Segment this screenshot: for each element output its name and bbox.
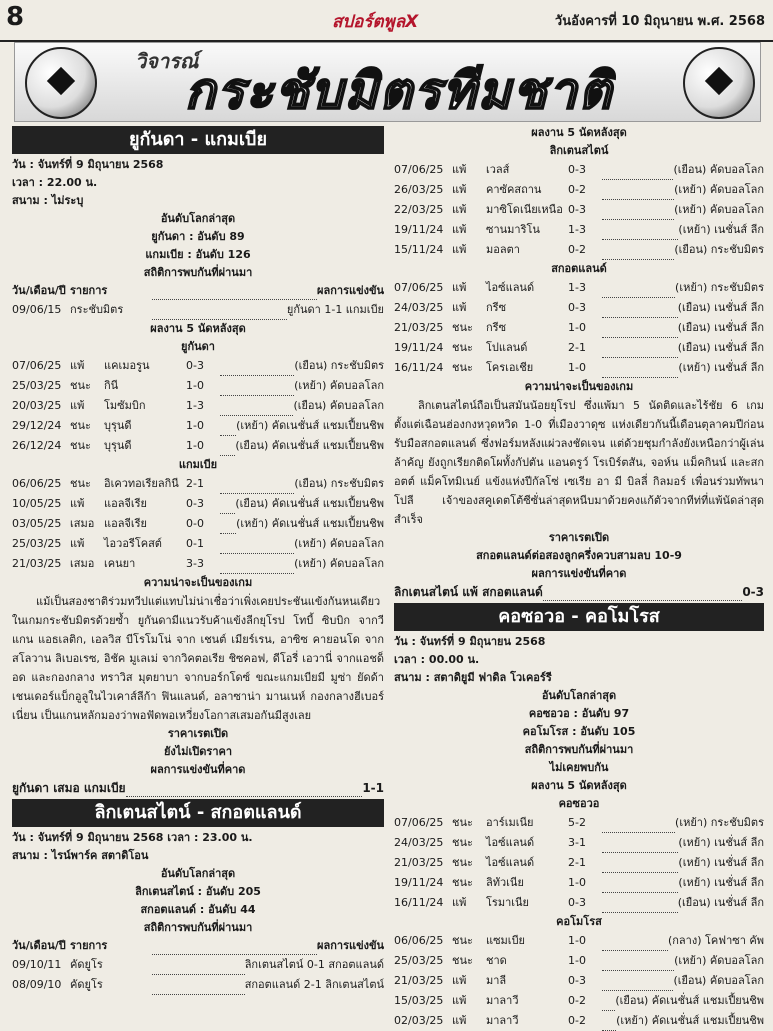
dot-leader xyxy=(152,975,245,995)
match-venue: (เยือน) คัดเนชั่นส์ แชมเปี้ยนชิพ xyxy=(235,439,384,452)
match-venue: (เยือน) คัดบอลโลก xyxy=(673,974,764,987)
dot-leader xyxy=(152,937,317,955)
dot-leader xyxy=(602,893,678,913)
match-venue: (เหย้า) คัดเนชั่นส์ แชมเปี้ยนชิพ xyxy=(616,1014,764,1027)
match-venue: (เยือน) คัดเนชั่นส์ แชมเปี้ยนชิพ xyxy=(615,994,764,1007)
page-header xyxy=(0,0,773,42)
match-date: 15/03/25 xyxy=(394,994,444,1007)
match-result: แพ้ xyxy=(452,243,467,256)
match-result: ชนะ xyxy=(452,836,473,849)
match-result: ชนะ xyxy=(70,477,91,490)
opponent: มาซิโดเนียเหนือ xyxy=(486,203,563,216)
match-score: 1-0 xyxy=(186,419,204,432)
match-venue: (เหย้า) คัดเนชั่นส์ แชมเปี้ยนชิพ xyxy=(236,419,384,432)
match-result: แพ้ xyxy=(452,994,467,1007)
opponent: แอลจีเรีย xyxy=(104,517,147,530)
opponent: ไอซ์แลนด์ xyxy=(486,836,535,849)
match-date: 19/11/24 xyxy=(394,223,444,236)
match-result: แพ้ xyxy=(70,537,85,550)
issue-date: วันอังคารที่ 10 มิถุนายน พ.ศ. 2568 xyxy=(554,14,765,29)
opponent: แอลจีเรีย xyxy=(104,497,147,510)
odds-heading: ราคาเรตเปิด xyxy=(548,531,610,544)
form-row xyxy=(394,240,764,260)
dot-leader xyxy=(602,873,678,893)
form-heading: ผลงาน 5 นัดหลังสุด xyxy=(531,779,627,792)
match-date: 19/11/24 xyxy=(394,876,444,889)
match-result: แพ้ xyxy=(70,359,85,372)
match-date: 26/12/24 xyxy=(12,439,62,452)
match-date: 20/03/25 xyxy=(12,399,62,412)
opponent: ไอซ์แลนด์ xyxy=(486,856,535,869)
rank-heading: อันดับโลกล่าสุด xyxy=(160,212,236,225)
match-score: 0-0 xyxy=(186,517,204,530)
match-result: แพ้ xyxy=(452,974,467,987)
match-score: 0-3 xyxy=(568,896,586,909)
form-team-name: ลิกเตนสไตน์ xyxy=(549,144,609,157)
rank-team1: ยูกันดา : อันดับ 89 xyxy=(151,230,245,243)
match-date: 16/11/24 xyxy=(394,896,444,909)
match-venue: (เหย้า) คัดบอลโลก xyxy=(674,183,764,196)
match-venue: (เหย้า) เนชั่นส์ ลีก xyxy=(678,223,764,236)
rank-team2: คอโมโรส : อันดับ 105 xyxy=(522,725,636,738)
dot-leader xyxy=(602,358,678,378)
h2h-heading: สถิติการพบกันที่ผ่านมา xyxy=(143,921,253,934)
form-row xyxy=(394,298,764,318)
match-date: 24/03/25 xyxy=(394,836,444,849)
banner-subtitle: วิจารณ์ xyxy=(135,49,199,73)
match-venue: (เยือน) คัดบอลโลก xyxy=(293,399,384,412)
section-banner xyxy=(14,42,761,122)
match-date: 19/11/24 xyxy=(394,341,444,354)
match-score: 3-3 xyxy=(186,557,204,570)
match-result: เสมอ xyxy=(70,557,95,570)
match-date: 15/11/24 xyxy=(394,243,444,256)
match-score: 2-1 xyxy=(568,856,586,869)
match-title-kosovo-comoros: คอซอวอ - คอโมโรส xyxy=(394,603,764,631)
form-team-name: สกอตแลนด์ xyxy=(551,262,607,275)
dot-leader xyxy=(602,951,674,971)
match-venue: (เหย้า) เนชั่นส์ ลีก xyxy=(678,361,764,374)
form-row xyxy=(12,436,384,456)
match-venue: (เยือน) เนชั่นส์ ลีก xyxy=(677,321,764,334)
rank-heading: อันดับโลกล่าสุด xyxy=(160,867,236,880)
dot-leader xyxy=(152,282,317,300)
match-score: 2-1 xyxy=(186,477,204,490)
dot-leader xyxy=(126,779,363,797)
prediction-score: 1-1 xyxy=(362,781,384,795)
opponent: เวลส์ xyxy=(486,163,510,176)
opponent: กรีซ xyxy=(486,301,507,314)
rank-team2: แกมเบีย : อันดับ 126 xyxy=(145,248,251,261)
form-row xyxy=(12,416,384,436)
match-time-line: เวลา : 00.00 น. xyxy=(394,653,480,666)
form-row xyxy=(12,474,384,494)
probability-text: ลิกเตนสไตน์ถือเป็นสมันน้อยยุโรป ซึ่งแพ้มา 5 นัดติดและไร้ชัย 6 เกมตั้งแต่เฉือนฮ่องกงหวุดหวิด 1-0 ที่เมืองวาดุซ แห่งเดียวกันนี้เดือนตุลาคมปีก่อนรับมือสกอตแลนด์ ซึ่งฟอร์มหลังแผ่วลงชัดเจน แต่ด้วยชุมกำลังยังเหนือกว่าผู้เล่นล้าค้ญ ยังถูกเรียกติดโผทั้งกัปตัน แอนดรูว์ โรเบิร์ตสัน, จอห์น แม็คกินน์ และสกอตต์ แม็คโทมิเนย์ แข้งแห่งปีกัลโซ่ เซเรีย อา มี บิลลี่ กิลมอร์ เพื่อนร่วมทัพนาโปลี เจ้าของสคูเดตโต้ซีซั่นล่าสุดหนีบมาด้วยคงแก้ตัวจากทีท่ที่แพ้นัดล่าสุดสำเร็จ xyxy=(394,399,764,526)
match-venue: (เหย้า) คัดบอลโลก xyxy=(294,537,384,550)
match-score: 0-3 xyxy=(568,203,586,216)
dot-leader xyxy=(220,474,294,494)
opponent: ชาด xyxy=(486,954,507,967)
match-date-line: วัน : จันทร์ที่ 9 มิถุนายน 2568 เวลา : 23.00 น. xyxy=(12,831,253,844)
rank-team1: ลิกเตนสไตน์ : อันดับ 205 xyxy=(135,885,261,898)
dot-leader xyxy=(602,931,668,951)
match-date: 21/03/25 xyxy=(394,974,444,987)
opponent: โปแลนด์ xyxy=(486,341,528,354)
match-score: 0-2 xyxy=(568,183,586,196)
form-row xyxy=(394,893,764,913)
form-row xyxy=(394,833,764,853)
match-venue: (เยือน) คัดเนชั่นส์ แชมเปี้ยนชิพ xyxy=(235,497,384,510)
match-date: 07/06/25 xyxy=(12,359,62,372)
match-venue: (เยือน) เนชั่นส์ ลีก xyxy=(677,301,764,314)
dot-leader xyxy=(602,240,674,260)
form-row xyxy=(394,180,764,200)
dot-leader xyxy=(602,278,675,298)
dot-leader xyxy=(602,991,615,1011)
match-venue: (เยือน) กระชับมิตร xyxy=(674,243,764,256)
match-date: 25/03/25 xyxy=(394,954,444,967)
form-heading: ผลงาน 5 นัดหลังสุด xyxy=(150,322,246,335)
dot-leader xyxy=(220,356,294,376)
match-venue: (เหย้า) เนชั่นส์ ลีก xyxy=(678,876,764,889)
dot-leader xyxy=(602,971,673,991)
dot-leader xyxy=(602,1011,616,1031)
form-row xyxy=(394,358,764,378)
h2h-col-result: ผลการแข่งขัน xyxy=(317,939,384,952)
rank-heading: อันดับโลกล่าสุด xyxy=(541,689,617,702)
match-score: 1-0 xyxy=(186,439,204,452)
opponent: บุรุนดี xyxy=(104,439,132,452)
match-result: ชนะ xyxy=(70,439,91,452)
dot-leader xyxy=(220,396,293,416)
dot-leader xyxy=(602,200,674,220)
h2h-heading: สถิติการพบกันที่ผ่านมา xyxy=(143,266,253,279)
opponent: คาซัคสถาน xyxy=(486,183,542,196)
page-number: 8 xyxy=(6,2,25,32)
dot-leader xyxy=(152,300,287,320)
form-row xyxy=(394,971,764,991)
opponent: บุรุนดี xyxy=(104,419,132,432)
match-score: 1-3 xyxy=(186,399,204,412)
opponent: กินี xyxy=(104,379,119,392)
form-row xyxy=(394,200,764,220)
match-result: แพ้ xyxy=(452,203,467,216)
form-row xyxy=(394,991,764,1011)
form-row xyxy=(394,951,764,971)
opponent: มอลตา xyxy=(486,243,520,256)
dot-leader xyxy=(602,180,674,200)
form-row xyxy=(12,534,384,554)
form-row xyxy=(12,376,384,396)
probability-heading: ความน่าจะเป็นของเกม xyxy=(143,576,253,589)
dot-leader xyxy=(602,833,678,853)
match-date: 02/03/25 xyxy=(394,1014,444,1027)
match-result: แพ้ xyxy=(452,163,467,176)
opponent: อิเควทอเรียลกินี xyxy=(104,477,179,490)
match-result: ชนะ xyxy=(452,361,473,374)
form-team-name: ยูกันดา xyxy=(181,340,215,353)
match-score: 1-3 xyxy=(568,281,586,294)
match-date: 25/03/25 xyxy=(12,537,62,550)
match-date: 10/05/25 xyxy=(12,497,62,510)
h2h-competition: คัดยูโร xyxy=(70,978,103,991)
match-score: 0-3 xyxy=(568,974,586,987)
form-team-name: คอโมโรส xyxy=(556,915,602,928)
match-score: 0-2 xyxy=(568,1014,586,1027)
form-row xyxy=(394,1011,764,1031)
match-score: 0-2 xyxy=(568,994,586,1007)
dot-leader xyxy=(220,534,294,554)
form-heading: ผลงาน 5 นัดหลังสุด xyxy=(531,126,627,139)
match-score: 0-3 xyxy=(568,163,586,176)
match-result: แพ้ xyxy=(70,399,85,412)
h2h-result: สกอตแลนด์ 2-1 ลิกเตนสไตน์ xyxy=(244,978,384,991)
brand-name: สปอร์ตพูล xyxy=(332,12,406,32)
match-venue: (เหย้า) คัดบอลโลก xyxy=(674,203,764,216)
opponent: มาลาวี xyxy=(486,1014,519,1027)
form-row xyxy=(394,873,764,893)
form-row xyxy=(394,220,764,240)
h2h-date: 08/09/10 xyxy=(12,978,62,991)
h2h-col-date: วัน/เดือน/ปี xyxy=(12,284,66,297)
probability-heading: ความน่าจะเป็นของเกม xyxy=(524,380,634,393)
opponent: มาลี xyxy=(486,974,507,987)
h2h-row xyxy=(12,975,384,995)
match-result: แพ้ xyxy=(70,497,85,510)
match-score: 2-1 xyxy=(568,341,586,354)
rank-team1: คอซอวอ : อันดับ 97 xyxy=(528,707,630,720)
h2h-col-result: ผลการแข่งขัน xyxy=(317,284,384,297)
match-date: 22/03/25 xyxy=(394,203,444,216)
dot-leader xyxy=(220,416,236,436)
match-title-liechtenstein-scotland: ลิกเตนสไตน์ - สกอตแลนด์ xyxy=(12,799,384,827)
probability-text: แม้เป็นสองชาติร่วมทวีปแต่แทบไม่น่าเชื่อว่าเพิ่งเคยประชันแข้งกันหนเดียวในเกมกระชับมิตรด้วยซ้ำ ยูกันดามีแนวรับค้าแข้งลีกยุโรป โทบี้ ซิบบิก จากวีแกน แอธเลติก, เอลวิส บีโรโมโน่ จาก เชนต์ เมียร์เรน, อาซิซ คายอนโด จากสโลวาน ลิเบอเรซ, อิชัค มูเลเม่ จากวิคตอเรีย ชิซคอฟ, ดีโอรี่ เอวานี่ จากแอชด็อด และกองกลาง ทราวิส มุตยาบา จากบอร์กโดซ์ ขณะแกมเบียมี มูซ่า ยัดด้า เชนเดอร์แบ็กอูลูในไวเคาส์ลีก้า ฟินแลนด์, อลาซาน่า มานเนห์ กองกลางฮีเบอร์เนี่ยน เป็นแกนหลักมองว่าพอฟัดพอเหวี่ยงโอกาสเสมอกันมีสูงเลย xyxy=(12,595,384,722)
match-result: ชนะ xyxy=(70,419,91,432)
h2h-heading: สถิติการพบกันที่ผ่านมา xyxy=(524,743,634,756)
match-result: แพ้ xyxy=(452,223,467,236)
match-score: 0-2 xyxy=(568,243,586,256)
match-date: 29/12/24 xyxy=(12,419,62,432)
h2h-header xyxy=(12,282,384,300)
h2h-competition: กระชับมิตร xyxy=(70,303,124,316)
match-venue: (เหย้า) คัดบอลโลก xyxy=(294,557,384,570)
banner-title: กระชับมิตรทีมชาติ xyxy=(184,62,614,120)
brand-x: X xyxy=(405,12,419,32)
match-venue: (เหย้า) เนชั่นส์ ลีก xyxy=(678,856,764,869)
match-venue: (เยือน) เนชั่นส์ ลีก xyxy=(677,896,764,909)
form-row xyxy=(12,494,384,514)
match-result: ชนะ xyxy=(452,934,473,947)
match-date: 07/06/25 xyxy=(394,163,444,176)
venue-line: สนาม : ไม่ระบุ xyxy=(12,194,84,207)
opponent: โมซัมบิก xyxy=(104,399,146,412)
prediction xyxy=(394,583,764,601)
match-date: 07/06/25 xyxy=(394,816,444,829)
match-venue: (เยือน) คัดบอลโลก xyxy=(673,163,764,176)
opponent: ซานมาริโน xyxy=(486,223,540,236)
h2h-none: ไม่เคยพบกัน xyxy=(549,761,609,774)
form-team-name: คอซอวอ xyxy=(558,797,600,810)
match-venue: (เหย้า) กระชับมิตร xyxy=(675,281,764,294)
odds-text: สกอตแลนด์ต่อสองลูกครึ่งควบสามลบ 10-9 xyxy=(476,549,682,562)
match-score: 1-0 xyxy=(568,361,586,374)
opponent: เคนยา xyxy=(104,557,136,570)
match-score: 5-2 xyxy=(568,816,586,829)
match-venue: (เหย้า) คัดบอลโลก xyxy=(294,379,384,392)
match-result: ชนะ xyxy=(452,954,473,967)
opponent: ไอวอรีโคสต์ xyxy=(104,537,162,550)
h2h-result: ยูกันดา 1-1 แกมเบีย xyxy=(286,303,384,316)
opponent: กรีซ xyxy=(486,321,507,334)
form-row xyxy=(394,931,764,951)
match-score: 0-3 xyxy=(568,301,586,314)
dot-leader xyxy=(602,338,678,358)
h2h-date: 09/10/11 xyxy=(12,958,62,971)
match-time-line: เวลา : 22.00 น. xyxy=(12,176,98,189)
match-score: 1-3 xyxy=(568,223,586,236)
h2h-date: 09/06/15 xyxy=(12,303,62,316)
dot-leader xyxy=(602,318,678,338)
h2h-row xyxy=(12,300,384,320)
match-score: 1-0 xyxy=(186,379,204,392)
match-date: 21/03/25 xyxy=(394,321,444,334)
form-team-name: แกมเบีย xyxy=(178,458,218,471)
brand-logo xyxy=(332,8,418,35)
opponent: ไอซ์แลนด์ xyxy=(486,281,535,294)
match-date: 21/03/25 xyxy=(394,856,444,869)
left-column xyxy=(12,124,384,995)
match-title-uganda-gambia: ยูกันดา - แกมเบีย xyxy=(12,126,384,154)
match-score: 3-1 xyxy=(568,836,586,849)
match-venue: (เหย้า) คัดบอลโลก xyxy=(674,954,764,967)
match-score: 1-0 xyxy=(568,321,586,334)
form-row xyxy=(12,356,384,376)
form-row xyxy=(12,396,384,416)
form-row xyxy=(394,853,764,873)
match-score: 1-0 xyxy=(568,876,586,889)
form-row xyxy=(394,318,764,338)
match-result: แพ้ xyxy=(452,281,467,294)
opponent: อาร์เมเนีย xyxy=(486,816,534,829)
opponent: ลิทัวเนีย xyxy=(486,876,524,889)
match-venue: (เหย้า) คัดเนชั่นส์ แชมเปี้ยนชิพ xyxy=(236,517,384,530)
match-venue: (กลาง) โคฟาซา คัพ xyxy=(667,934,764,947)
match-score: 0-3 xyxy=(186,359,204,372)
match-date: 25/03/25 xyxy=(12,379,62,392)
match-result: แพ้ xyxy=(452,896,467,909)
rank-team2: สกอตแลนด์ : อันดับ 44 xyxy=(140,903,256,916)
match-result: แพ้ xyxy=(452,1014,467,1027)
match-date: 16/11/24 xyxy=(394,361,444,374)
dot-leader xyxy=(220,376,294,396)
match-date-line: วัน : จันทร์ที่ 9 มิถุนายน 2568 xyxy=(394,635,546,648)
match-venue: (เยือน) กระชับมิตร xyxy=(294,477,384,490)
match-score: 0-3 xyxy=(186,497,204,510)
form-row xyxy=(394,813,764,833)
right-column xyxy=(394,124,764,1031)
dot-leader xyxy=(543,583,743,601)
form-row xyxy=(394,278,764,298)
match-date: 24/03/25 xyxy=(394,301,444,314)
venue-line: สนาม : ไรน์พาร์ค สตาดิโอน xyxy=(12,849,149,862)
opponent: โรมาเนีย xyxy=(486,896,529,909)
football-icon xyxy=(25,47,97,119)
match-result: ชนะ xyxy=(452,321,473,334)
dot-leader xyxy=(220,494,235,514)
match-venue: (เยือน) เนชั่นส์ ลีก xyxy=(677,341,764,354)
dot-leader xyxy=(602,220,678,240)
venue-line: สนาม : สตาดิยูมี ฟาดิล โวเคอร์รี xyxy=(394,671,552,684)
h2h-col-comp: รายการ xyxy=(70,939,108,952)
match-result: ชนะ xyxy=(452,816,473,829)
match-date: 03/05/25 xyxy=(12,517,62,530)
opponent: มาลาวี xyxy=(486,994,519,1007)
odds-text: ยังไม่เปิดราคา xyxy=(163,745,233,758)
form-row xyxy=(394,160,764,180)
match-venue: (เหย้า) กระชับมิตร xyxy=(675,816,764,829)
opponent: แคเมอรูน xyxy=(104,359,150,372)
match-venue: (เยือน) กระชับมิตร xyxy=(294,359,384,372)
match-score: 1-0 xyxy=(568,954,586,967)
h2h-row xyxy=(12,955,384,975)
dot-leader xyxy=(602,160,673,180)
match-result: แพ้ xyxy=(452,183,467,196)
match-date: 06/06/25 xyxy=(12,477,62,490)
dot-leader xyxy=(220,514,236,534)
prediction-heading: ผลการแข่งขันที่คาด xyxy=(150,763,246,776)
match-result: ชนะ xyxy=(452,876,473,889)
match-date: 26/03/25 xyxy=(394,183,444,196)
dot-leader xyxy=(602,298,678,318)
prediction xyxy=(12,779,384,797)
match-score: 0-1 xyxy=(186,537,204,550)
form-row xyxy=(12,554,384,574)
dot-leader xyxy=(602,813,675,833)
match-result: ชนะ xyxy=(452,856,473,869)
h2h-header xyxy=(12,937,384,955)
h2h-col-date: วัน/เดือน/ปี xyxy=(12,939,66,952)
opponent: แซมเบีย xyxy=(486,934,525,947)
dot-leader xyxy=(152,955,245,975)
match-score: 1-0 xyxy=(568,934,586,947)
match-venue: (เหย้า) เนชั่นส์ ลีก xyxy=(678,836,764,849)
match-date: 06/06/25 xyxy=(394,934,444,947)
match-date: 21/03/25 xyxy=(12,557,62,570)
form-row xyxy=(12,514,384,534)
prediction-heading: ผลการแข่งขันที่คาด xyxy=(531,567,627,580)
h2h-result: ลิกเตนสไตน์ 0-1 สกอตแลนด์ xyxy=(244,958,384,971)
match-date: 07/06/25 xyxy=(394,281,444,294)
match-result: เสมอ xyxy=(70,517,95,530)
dot-leader xyxy=(220,436,235,456)
prediction-teams: ลิกเตนสไตน์ แพ้ สกอตแลนด์ xyxy=(394,585,543,599)
opponent: โครเอเชีย xyxy=(486,361,534,374)
h2h-col-comp: รายการ xyxy=(70,284,108,297)
match-result: ชนะ xyxy=(70,379,91,392)
form-row xyxy=(394,338,764,358)
prediction-score: 0-3 xyxy=(742,585,764,599)
match-result: แพ้ xyxy=(452,301,467,314)
dot-leader xyxy=(220,554,294,574)
prediction-teams: ยูกันดา เสมอ แกมเบีย xyxy=(12,781,126,795)
match-result: ชนะ xyxy=(452,341,473,354)
match-date-line: วัน : จันทร์ที่ 9 มิถุนายน 2568 xyxy=(12,158,164,171)
odds-heading: ราคาเรตเปิด xyxy=(167,727,229,740)
dot-leader xyxy=(602,853,678,873)
h2h-competition: คัดยูโร xyxy=(70,958,103,971)
